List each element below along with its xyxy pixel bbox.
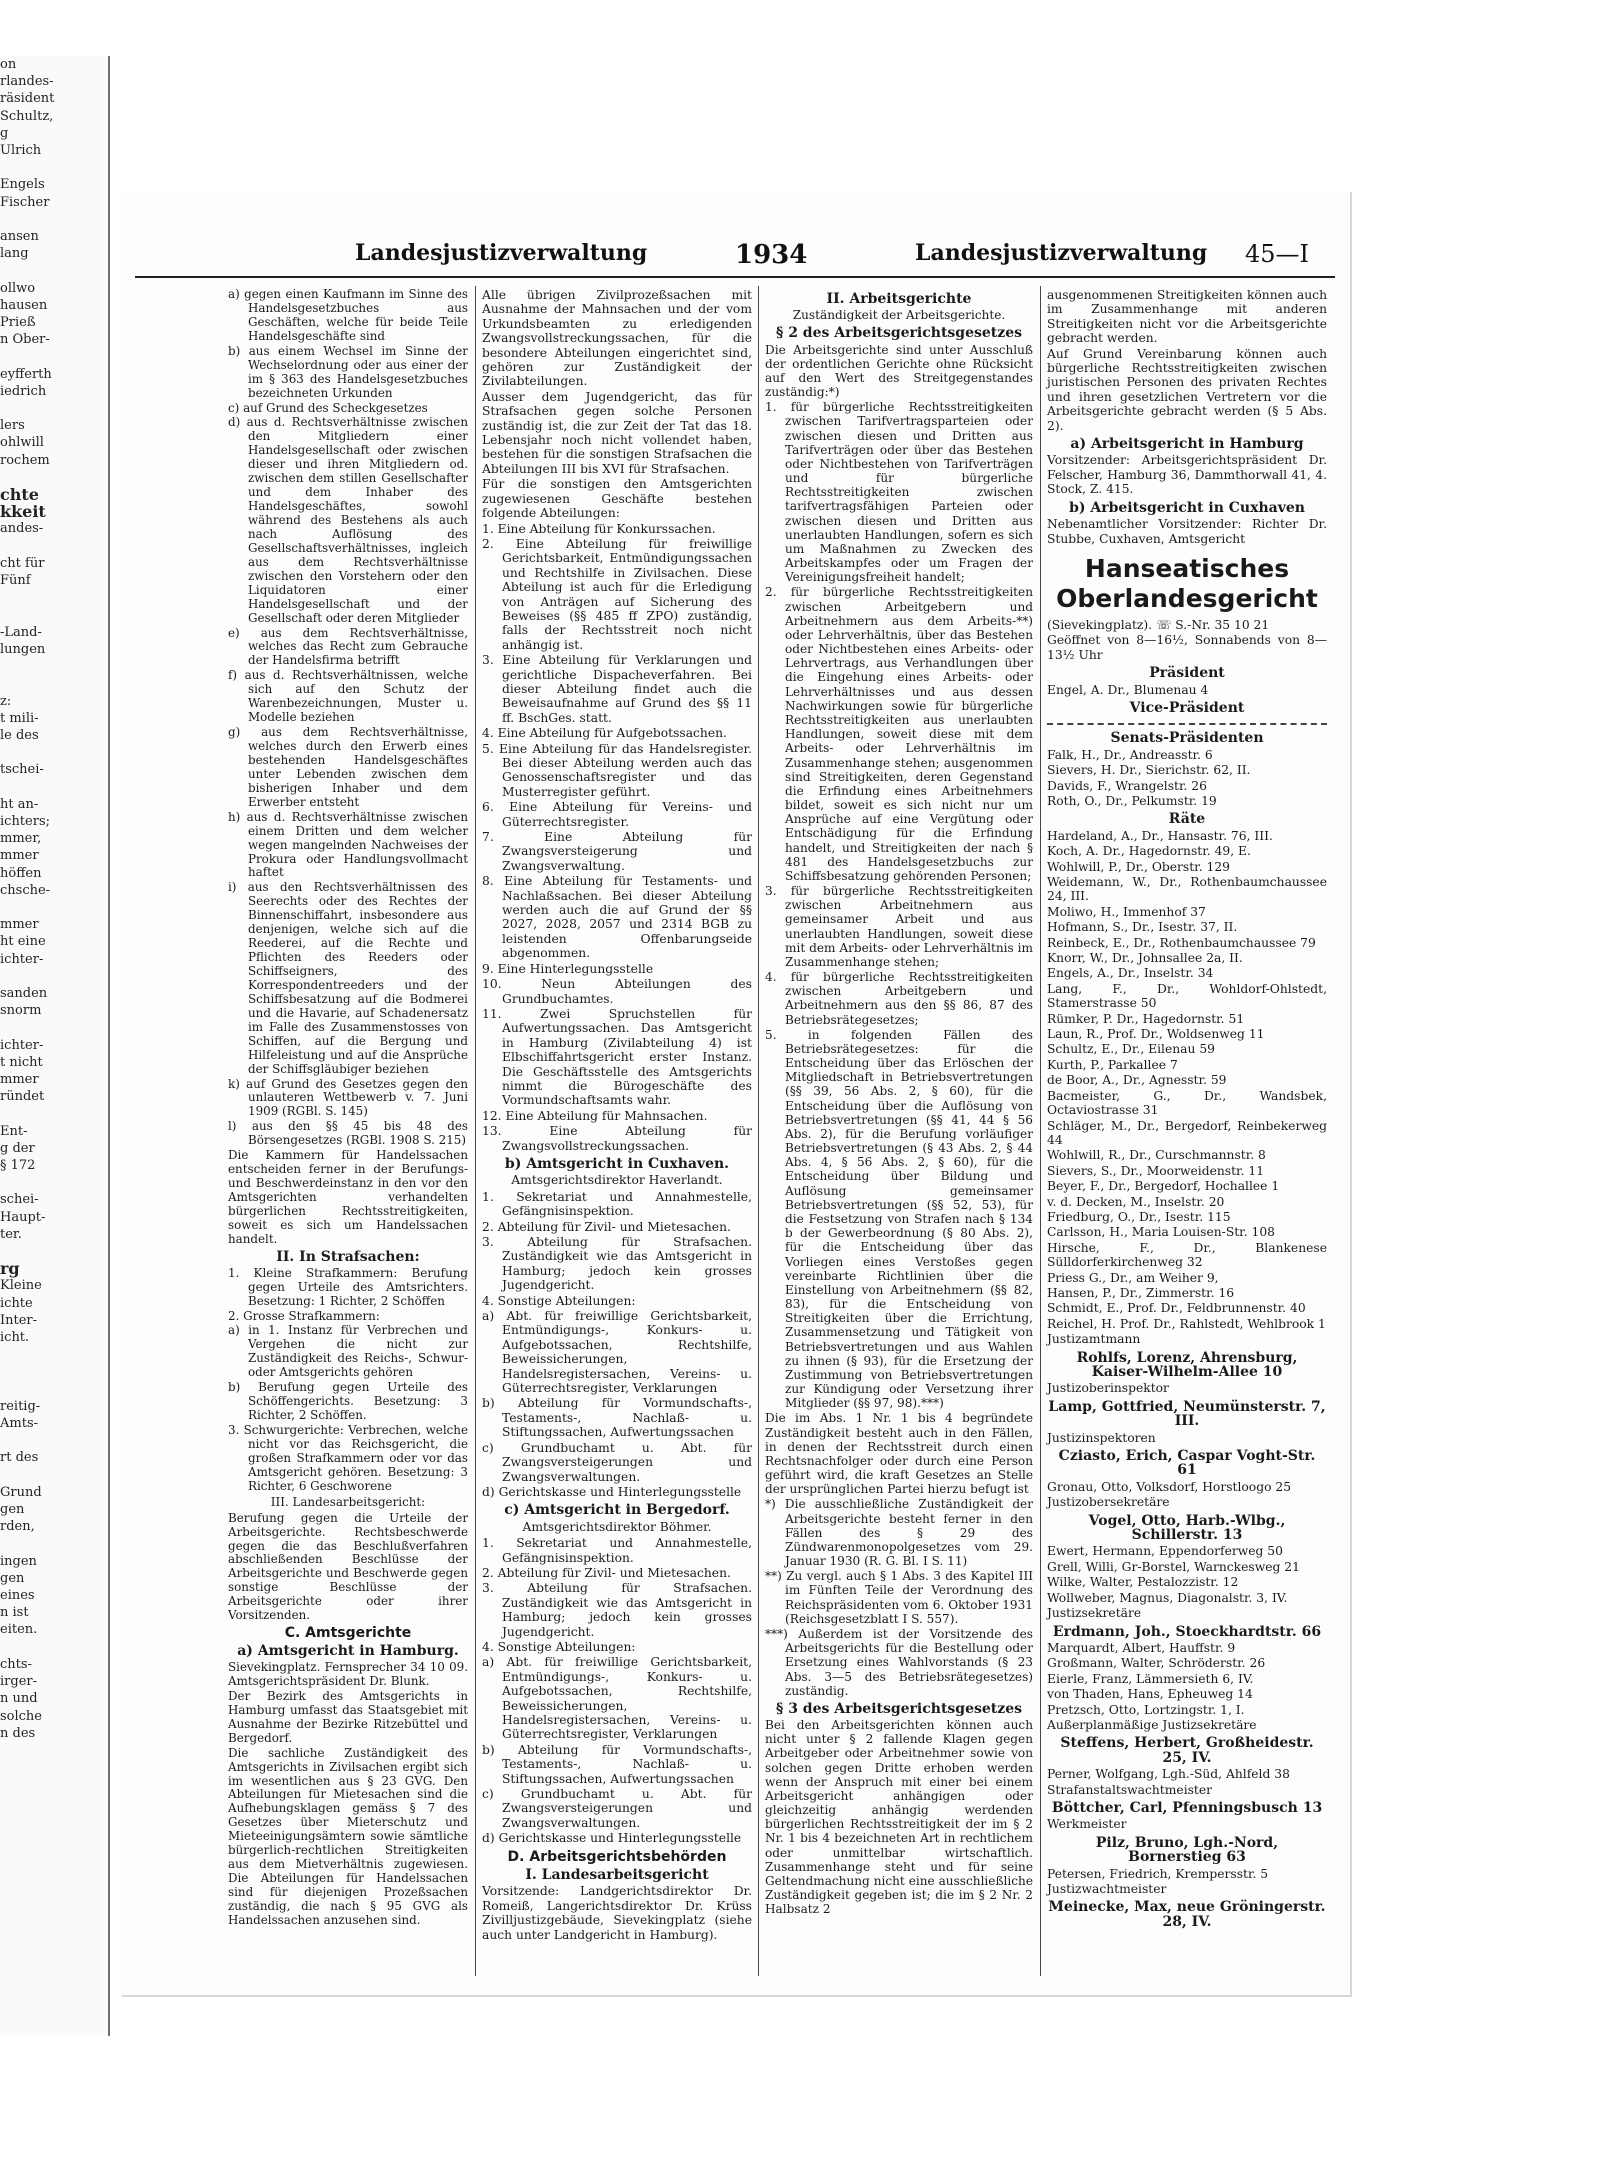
left-page-line: eiten. (0, 1622, 38, 1638)
paragraph: Laun, R., Prof. Dr., Woldsenweg 11 (1047, 1027, 1265, 1042)
left-page-edge (0, 56, 110, 2036)
left-page-line: gen (0, 1570, 25, 1586)
paragraph: de Boor, A., Dr., Agnesstr. 59 (1047, 1073, 1227, 1088)
left-page-line: ht eine (0, 934, 46, 950)
left-page-line: ichter- (0, 1037, 44, 1053)
left-page-line (0, 400, 108, 417)
paragraph: Außerplanmäßige Justizsekretäre (1047, 1717, 1257, 1732)
section-heading: Vogel, Otto, Harb.-Wlbg., Schillerstr. 13 (1088, 1512, 1286, 1544)
paragraph: 2. Abteilung für Zivil- und Mietesachen. (482, 1565, 731, 1580)
section-heading: Erdmann, Joh., Stoeckhardtstr. 66 (1052, 1623, 1322, 1640)
paragraph: Engels, A., Dr., Inselstr. 34 (1047, 966, 1214, 981)
column-3 (765, 288, 1033, 1917)
paragraph: Kurth, P., Parkallee 7 (1047, 1057, 1178, 1072)
left-page-line (0, 1346, 108, 1363)
paragraph: k) auf Grund des Gesetzes gegen den unlauteren Wettbewerb v. 7. Juni 1909 (RGBl. S. 145) (228, 1076, 468, 1119)
left-page-line: ansen (0, 229, 39, 245)
paragraph: Für die sonstigen den Amtsgerichten zugewiesenen Geschäfte bestehen folgende Abteilungen: (482, 477, 752, 521)
paragraph: Marquardt, Albert, Hauffstr. 9 (1047, 1640, 1236, 1655)
left-page-line: mmer (0, 1071, 39, 1087)
paragraph: Berufung gegen die Urteile der Arbeitsgerichte. Rechtsbeschwerde gegen die das Beschlußverfahren abschließenden Beschlüsse der Arbeitsgerichte und Beschwerde gegen sonstige Beschlüsse der Arbeitsgerichte oder ihrer Vorsitzenden. (228, 1510, 468, 1623)
paragraph: von Thaden, Hans, Epheuweg 14 (1047, 1687, 1253, 1702)
left-page-line: solche (0, 1708, 43, 1724)
paragraph: 2. für bürgerliche Rechtsstreitigkeiten zwischen Arbeitgebern und Arbeitnehmern aus dem Arbeits-**) oder Lehrverhältnis, über das Bestehen oder Nichtbestehen eines Arbeits- oder Lehrvertrags, aus Verhandlungen über die Eingehung eines Arbeits- oder Lehrverhältnisses und aus dessen Nachwirkungen sowie für bürgerliche Rechtsstreitigkeiten aus unerlaubten Handlungen, soweit diese mit dem Arbeits- oder Lehrverhältnis im Zusammenhange stehen; ausgenommen sind Streitigkeiten, deren Gegenstand die Erfindung eines Arbeitnehmers bildet, soweit es sich nicht nur um Ansprüche auf eine Vergütung oder Entschädigung für die Erfindung handelt, und Streitigkeiten der nach § 481 des Handelsgesetzbuchs zur Schiffsbesatzung gehörenden Personen; (765, 585, 1033, 883)
paragraph: v. d. Decken, M., Inselstr. 20 (1047, 1194, 1225, 1209)
left-page-line: Engels (0, 177, 45, 193)
left-page-line (0, 1105, 108, 1122)
paragraph: a) gegen einen Kaufmann im Sinne des Handelsgesetzbuches aus Geschäften, welche für beide Teile Handelsgeschäfte sind (228, 287, 468, 343)
paragraph: Wilke, Walter, Pestalozzistr. 12 (1047, 1575, 1239, 1590)
paragraph: Justizamtmann (1047, 1332, 1141, 1347)
left-page-line: le des (0, 727, 39, 743)
left-page-line: -Land- (0, 624, 42, 640)
left-page-line: Kleine (0, 1278, 42, 1294)
left-page-line (0, 262, 108, 279)
section-heading: § 2 des Arbeitsgerichtsgesetzes (776, 325, 1022, 342)
paragraph: Schultz, E., Dr., Eilenau 59 (1047, 1042, 1215, 1057)
section-heading: b) Amtsgericht in Cuxhaven. (504, 1155, 730, 1172)
column-divider (758, 286, 759, 1976)
paragraph: *) Die ausschließliche Zuständigkeit der Arbeitsgerichte besteht ferner in den Fällen des § 29 des Zündwarenmonopolgesetzes vom 29. Januar 1930 (R. G. Bl. I S. 11) (765, 1497, 1033, 1569)
left-page-line: ohlwill (0, 435, 44, 451)
paragraph: ausgenommenen Streitigkeiten können auch im Zusammenhange mit anderen Streitigkeiten nicht vor die Arbeitsgerichte gebracht werden. (1047, 288, 1327, 346)
paragraph: Reinbeck, E., Dr., Rothenbaumchaussee 79 (1047, 935, 1316, 950)
header-rule (135, 276, 1335, 278)
paragraph: Lang, F., Dr., Wohldorf-Ohlstedt, Stamerstrasse 50 (1047, 981, 1327, 1011)
left-page-line: irger- (0, 1674, 37, 1690)
paragraph: 6. Eine Abteilung für Vereins- und Güterrechtsregister. (482, 800, 752, 829)
paragraph: ***) Außerdem ist der Vorsitzende des Arbeitsgerichts für die Bestellung oder Ersetzung eines Wahlvorstands (§ 23 Abs. 3—5 des Betriebsrätegesetzes) zuständig. (765, 1626, 1033, 1698)
section-heading: Pilz, Bruno, Lgh.-Nord, Bornerstieg 63 (1095, 1834, 1279, 1866)
section-heading: Zuständigkeit der Arbeitsgerichte. (792, 308, 1006, 323)
section-heading: C. Amtsgerichte (284, 1625, 412, 1642)
left-page-line (0, 1243, 108, 1260)
section-heading: D. Arbeitsgerichtsbehörden (507, 1848, 727, 1865)
section-heading: Böttcher, Carl, Pfenningsbusch 13 (1051, 1799, 1323, 1816)
paragraph: Werkmeister (1047, 1817, 1127, 1832)
paragraph: 4. Eine Abteilung für Aufgebotssachen. (482, 726, 727, 741)
left-page-line (0, 675, 108, 692)
left-page-line: snorm (0, 1003, 42, 1019)
left-page-line: on (0, 57, 17, 72)
left-page-line: chts- (0, 1656, 32, 1672)
left-page-line: Fünf (0, 573, 31, 589)
paragraph: 13. Eine Abteilung für Zwangsvollstreckungssachen. (482, 1124, 752, 1153)
header-page-number: 45—I (1245, 240, 1310, 268)
left-page-line: eines (0, 1588, 35, 1604)
paragraph: Priess G., Dr., am Weiher 9, (1047, 1270, 1219, 1285)
paragraph: 4. für bürgerliche Rechtsstreitigkeiten zwischen Arbeitgebern und Arbeitnehmern aus den §§ 86, 87 des Betriebsrätegesetzes; (765, 970, 1033, 1027)
column-2 (482, 288, 752, 1943)
paragraph: d) Gerichtskasse und Hinterlegungsstelle (482, 1831, 742, 1846)
paragraph: 5. in folgenden Fällen des Betriebsrätegesetzes: für die Entscheidung über das Erlöschen der Mitgliedschaft in Betriebsvertretungen (§§ 39, 56 Abs. 2, § 60), für die Entscheidung über die Auflösung von Betriebsvertretungen (§§ 41, 44 § 56 Abs. 2), für die Berufung vorläufiger Betriebsvertretungen (§ 43 Abs. 2, § 44 Abs. 4, § 56 Abs. 2, § 60), für die Entscheidung über Bildung und Auflösung gemeinsamer Betriebsvertretungen (§§ 52, 53), für die Festsetzung von Strafen nach § 134 b der Gewerbeordnung (§ 80 Abs. 2), für die Entscheidung über das Vorliegen eines Verstoßes gegen vereinbarte Richtlinien über die Einstellung von Arbeitnehmern (§§ 82, 83), für die Entscheidung von Streitigkeiten über die Errichtung, Zusammensetzung und Tätigkeit von Betriebsvertretungen und aus Wahlen zu ihnen (§ 93), für die Ersetzung der Zustimmung von Betriebsvertretungen zur Kündigung oder Versetzung ihrer Mitglieder (§§ 97, 98).***) (765, 1027, 1033, 1411)
paragraph: a) Abt. für freiwillige Gerichtsbarkeit, Entmündigungs-, Konkurs- u. Aufgebotssachen, Rechtshilfe, Beweissicherungen, Handelsregistersachen, Vereins- u. Güterrechtsregister, Verklarungen (482, 1655, 752, 1742)
paragraph: Ausser dem Jugendgericht, das für Strafsachen gegen solche Personen zuständig ist, die zur Zeit der Tat das 18. Lebensjahr noch nicht vollendet haben, bestehen für die sonstigen Strafsachen die Abteilungen III bis XVI für Strafsachen. (482, 389, 752, 476)
left-page-line: schei- (0, 1192, 39, 1208)
left-page-line (0, 1019, 108, 1036)
paragraph: Hardeland, A., Dr., Hansastr. 76, III. (1047, 828, 1273, 843)
paragraph: 2. Abteilung für Zivil- und Mietesachen. (482, 1219, 731, 1234)
left-page-line: rden, (0, 1519, 35, 1535)
section-heading: Senats-Präsidenten (1110, 730, 1264, 747)
paragraph: a) Abt. für freiwillige Gerichtsbarkeit, Entmündigungs-, Konkurs- u. Aufgebotssachen, Rechtshilfe, Beweissicherungen, Handelsregistersachen, Vereins- u. Güterrechtsregister, Verklarungen (482, 1309, 752, 1396)
paragraph: 1. für bürgerliche Rechtsstreitigkeiten zwischen Tarifvertragsparteien oder zwischen diesen und Dritten aus Tarifverträgen oder über das Bestehen oder Nichtbestehen von Tarifverträgen und für bürgerliche Rechtsstreitigkeiten zwischen tarifvertragsfähigen Parteien oder zwischen diesen und Dritten aus unerlaubten Handlungen, sofern es sich um Maßnahmen zu Zwecken des Arbeitskampfes oder um Fragen der Vereinigungsfreiheit handelt; (765, 400, 1033, 585)
left-page-line: n ist (0, 1605, 29, 1621)
paragraph: 5. Eine Abteilung für das Handelsregister. Bei dieser Abteilung werden auch das Genossenschaftsregister und das Musterregister geführt. (482, 741, 752, 799)
section-heading: a) Amtsgericht in Hamburg. (237, 1643, 459, 1660)
section-heading: b) Arbeitsgericht in Cuxhaven (1069, 499, 1305, 516)
left-page-line: icht. (0, 1330, 30, 1346)
paragraph: Friedburg, O., Dr., Isestr. 115 (1047, 1209, 1231, 1224)
paragraph: Schläger, M., Dr., Bergedorf, Reinbekerweg 44 (1047, 1118, 1327, 1147)
left-page-line: ingen (0, 1553, 37, 1569)
paragraph: d) aus d. Rechtsverhältnisse zwischen den Mitgliedern einer Handelsgesellschaft oder zwischen dieser und ihren Mitgliedern od. zwischen dem stillen Gesellschafter und dem Inhaber des Handelsgeschäftes, sowohl während des Bestehens als auch nach Auflösung des Gesellschaftsverhältnisses, ingleich aus dem Rechtsverhältnisse zwischen den Vorstehern oder den Liquidatoren einer Handelsgesellschaft und der Gesellschaft oder deren Mitglieder (228, 415, 468, 625)
paragraph: Beyer, F., Dr., Bergedorf, Hochallee 1 (1047, 1179, 1280, 1194)
paragraph: Nebenamtlicher Vorsitzender: Richter Dr. Stubbe, Cuxhaven, Amtsgericht (1047, 517, 1327, 546)
paragraph: Justizsekretäre (1047, 1606, 1142, 1621)
left-page-line (0, 1639, 108, 1656)
paragraph: Der Bezirk des Amtsgerichts in Hamburg umfasst das Staatsgebiet mit Ausnahme der Bezirke Ritzebüttel und Bergedorf. (228, 1688, 468, 1745)
left-page-line: chsche- (0, 882, 51, 898)
paragraph: 4. Sonstige Abteilungen: (482, 1639, 636, 1654)
paragraph: Wohlwill, P., Dr., Oberstr. 129 (1047, 859, 1230, 874)
left-page-line: chte (0, 485, 39, 505)
left-page-line: § 172 (0, 1158, 36, 1173)
paragraph: Hofmann, S., Dr., Isestr. 37, II. (1047, 920, 1238, 935)
left-page-line (0, 469, 108, 486)
paragraph: 1. Sekretariat und Annahmestelle, Gefängnisinspektion. (482, 1536, 752, 1565)
section-heading: II. In Strafsachen: (276, 1248, 420, 1265)
left-page-line (0, 589, 108, 606)
paragraph: 4. Sonstige Abteilungen: (482, 1293, 636, 1308)
left-page-line (0, 211, 108, 228)
left-page-line (0, 779, 108, 796)
paragraph: Justizobersekretäre (1047, 1495, 1170, 1510)
paragraph: Justizwachtmeister (1047, 1882, 1167, 1896)
paragraph: l) aus den §§ 45 bis 48 des Börsengesetzes (RGBl. 1908 S. 215) (228, 1119, 468, 1148)
left-page-line: lang (0, 246, 29, 262)
left-page-line (0, 1467, 108, 1484)
page-header (120, 190, 1350, 280)
left-page-line: Schultz, (0, 108, 54, 124)
left-page-line: n des (0, 1725, 36, 1741)
paragraph: Hansen, P., Dr., Zimmerstr. 16 (1047, 1285, 1235, 1300)
paragraph: a) in 1. Instanz für Verbrechen und Vergehen die nicht zur Zuständigkeit des Reichs-, Schwur- oder Amtsgerichts gehören (228, 1323, 468, 1380)
section-heading: a) Arbeitsgericht in Hamburg (1070, 436, 1304, 453)
paragraph: Ewert, Hermann, Eppendorferweg 50 (1047, 1544, 1283, 1559)
left-page-line: ichter- (0, 951, 44, 967)
left-page-line (0, 899, 108, 916)
paragraph: 7. Eine Abteilung für Zwangsversteigerung und Zwangsverwaltung. (482, 830, 752, 873)
paragraph: Vorsitzende: Landgerichtsdirektor Dr. Romeiß, Langerichtsdirektor Dr. Krüss Zivilljustizgebäude, Sievekingplatz (siehe auch unter Landgericht in Hamburg). (482, 1884, 752, 1942)
paragraph: b) aus einem Wechsel im Sinne der Wechselordnung oder aus einer der im § 363 des Handelsgesetzbuches bezeichneten Urkunden (228, 343, 468, 400)
left-page-line (0, 607, 108, 624)
paragraph: Moliwo, H., Immenhof 37 (1047, 904, 1206, 919)
section-heading: Cziasto, Erich, Caspar Voght-Str. 61 (1058, 1448, 1316, 1479)
left-page-line: g (0, 125, 9, 141)
left-page-line: t nicht (0, 1054, 43, 1070)
paragraph: 9. Eine Hinterlegungsstelle (482, 961, 654, 976)
left-page-line: rt des (0, 1450, 39, 1466)
left-page-line: rlandes- (0, 74, 54, 90)
paragraph: i) aus den Rechtsverhältnissen des Seerechts oder des Rechtes der Binnenschiffahrt, insbesondere aus denjenigen, welche sich auf die Reederei, auf die Rechte und Pflichten des Reeders oder Schiffseigners, des Korrespondentreeders und der Schiffsbesatzung auf die Bodmerei und die Havarie, auf Schadenersatz im Falle des Zusammenstosses von Schiffen, auf die Bergung und Hilfeleistung und auf die Ansprüche der Schiffsgläubiger beziehen (228, 880, 468, 1076)
paragraph: Sievers, H. Dr., Sierichstr. 62, II. (1047, 763, 1251, 778)
left-page-line: n und (0, 1691, 38, 1707)
dashed-separator (1047, 723, 1327, 725)
left-page-line: mmer (0, 917, 39, 933)
paragraph: 11. Zwei Spruchstellen für Aufwertungssachen. Das Amtsgericht in Hamburg (Zivilabteilung 4) ist Elbschiffahrtsgericht erster Instanz. Die Geschäftsstelle des Amtsgerichts nimmt die Bürogeschäfte des Vormundschaftsamts wahr. (482, 1006, 752, 1108)
left-page-line: andes- (0, 521, 44, 537)
section-heading: Amtsgerichtsdirektor Böhmer. (522, 1519, 712, 1534)
section-heading: § 3 des Arbeitsgerichtsgesetzes (776, 1700, 1022, 1717)
left-page-line: lungen (0, 641, 46, 657)
paragraph: h) aus d. Rechtsverhältnisse zwischen einem Dritten und dem welcher wegen mangelnden Nachweises der Prokura oder Handlungsvollmacht haftet (228, 809, 468, 880)
left-page-line: Prieß (0, 315, 36, 331)
paragraph: 1. Sekretariat und Annahmestelle, Gefängnisinspektion. (482, 1189, 752, 1219)
left-page-line (0, 538, 108, 555)
paragraph: Pretzsch, Otto, Lortzingstr. 1, I. (1047, 1702, 1245, 1717)
paragraph: 3. für bürgerliche Rechtsstreitigkeiten zwischen Arbeitnehmern aus gemeinsamer Arbeit und aus unerlaubten Handlungen, soweit diese mit dem Arbeits- oder Lehrverhältnis im Zusammenhange stehen; (765, 884, 1033, 969)
paragraph: Koch, A. Dr., Hagedornstr. 49, E. (1047, 844, 1251, 859)
paragraph: Bei den Arbeitsgerichten können auch nicht unter § 2 fallende Klagen gegen Arbeitgeber oder Arbeitnehmer sowie von solchen gegen Dritte erhoben werden wenn der Anspruch mit einer bei einem Arbeitsgericht anhängigen oder gleichzeitig anhängig werdenden bürgerlichen Rechtsstreitigkeit der im § 2 Nr. 1 bis 4 bezeichneten Art in rechtlichem oder unmittelbar wirtschaftlich. Zusammenhange steht und für seine Geltendmachung nicht eine ausschließliche Zuständigkeit gegeben ist; die im § 2 Nr. 2 Halbsatz 2 (765, 1718, 1033, 1917)
column-divider (1040, 286, 1041, 1976)
paragraph: b) Abteilung für Vormundschafts-, Testaments-, Nachlaß- u. Stiftungssachen, Aufwertungssachen (482, 1396, 752, 1440)
left-page-line (0, 1432, 108, 1449)
left-page-line (0, 1363, 108, 1380)
paragraph: Die Kammern für Handelssachen entscheiden ferner in der Berufungs- und Beschwerdeinstanz in den vor den Amtsgerichten verhandelten bürgerlichen Rechtsstreitigkeiten, soweit es sich um Handelssachen handelt. (228, 1148, 468, 1246)
column-divider (475, 286, 476, 1976)
left-page-line: Inter- (0, 1312, 38, 1328)
paragraph: b) Abteilung für Vormundschafts-, Testaments-, Nachlaß- u. Stiftungssachen, Aufwertungssachen (482, 1742, 752, 1786)
left-page-line (0, 1381, 108, 1398)
paragraph: 3. Schwurgerichte: Verbrechen, welche nicht vor das Reichsgericht, die großen Strafkammern oder vor das Amtsgericht gehören. Besetzung: 3 Richter, 6 Geschworene (228, 1423, 468, 1493)
left-page-line: rg (0, 1259, 20, 1279)
header-year: 1934 (735, 240, 808, 270)
paragraph: Falk, H., Dr., Andreasstr. 6 (1047, 747, 1213, 762)
column-4 (1047, 288, 1327, 1931)
paragraph: Justizoberinspektor (1047, 1381, 1169, 1396)
left-page-line: mmer (0, 848, 39, 864)
left-page-line (0, 1535, 108, 1552)
court-title: Hanseatisches Oberlandesgericht (1056, 553, 1318, 613)
paragraph: Knorr, W., Dr., Johnsallee 2a, II. (1047, 951, 1243, 966)
paragraph: Weidemann, W., Dr., Rothenbaumchaussee 24, III. (1047, 875, 1327, 904)
left-page-line: z: (0, 693, 12, 709)
section-heading: Lamp, Gottfried, Neumünsterstr. 7, III. (1048, 1398, 1326, 1430)
paragraph: Sievekingplatz. Fernsprecher 34 10 09. Amtsgerichtspräsident Dr. Blunk. (228, 1660, 468, 1688)
paragraph: Die im Abs. 1 Nr. 1 bis 4 begründete Zuständigkeit besteht auch in den Fällen, in denen der Rechtsstreit durch einen Rechtsnachfolger oder durch eine Person geführt wird, die kraft Gesetzes an Stelle der ursprünglichen Partei hierzu befugt ist (765, 1411, 1033, 1497)
left-page-line: kkeit (0, 502, 46, 522)
section-heading: Räte (1168, 811, 1206, 828)
left-page-line: sanden (0, 985, 48, 1001)
paragraph: Roth, O., Dr., Pelkumstr. 19 (1047, 793, 1217, 808)
left-page-line: n Ober- (0, 332, 50, 348)
left-page-line: räsident (0, 91, 55, 107)
paragraph: 12. Eine Abteilung für Mahnsachen. (482, 1108, 708, 1123)
section-heading: Rohlfs, Lorenz, Ahrensburg, Kaiser-Wilhelm-Allee 10 (1076, 1349, 1298, 1380)
paragraph: f) aus d. Rechtsverhältnissen, welche sich auf den Schutz der Warenbezeichnungen, Muster u. Modelle beziehen (228, 668, 468, 725)
paragraph: Grell, Willi, Gr-Borstel, Warnckesweg 21 (1047, 1559, 1300, 1574)
paragraph: c) Grundbuchamt u. Abt. für Zwangsversteigerungen und Zwangsverwaltungen. (482, 1440, 752, 1484)
left-page-line: tschei- (0, 762, 44, 778)
paragraph: d) Gerichtskasse und Hinterlegungsstelle (482, 1484, 742, 1499)
paragraph: c) auf Grund des Scheckgesetzes (228, 400, 428, 415)
paragraph: Carlsson, H., Maria Louisen-Str. 108 (1047, 1225, 1276, 1240)
paragraph: 1. Eine Abteilung für Konkurssachen. (482, 521, 716, 536)
section-heading: Vice-Präsident (1129, 699, 1245, 716)
left-page-line (0, 1174, 108, 1191)
paragraph: Perner, Wolfgang, Lgh.-Süd, Ahlfeld 38 (1047, 1767, 1290, 1782)
paragraph: Die Arbeitsgerichte sind unter Ausschluß der ordentlichen Gerichte ohne Rücksicht auf den Wert des Streitgegenstandes zuständig:*) (765, 342, 1033, 400)
paragraph: c) Grundbuchamt u. Abt. für Zwangsversteigerungen und Zwangsverwaltungen. (482, 1787, 752, 1830)
paragraph: Wohlwill, R., Dr., Curschmannstr. 8 (1047, 1148, 1266, 1163)
paragraph: e) aus dem Rechtsverhältnisse, welches das Recht zum Gebrauche der Handelsfirma betrifft (228, 625, 468, 668)
paragraph: 2. Grosse Strafkammern: (228, 1308, 380, 1323)
paragraph: g) aus dem Rechtsverhältnisse, welches durch den Erwerb eines bestehenden Handelsgeschäftes unter Lebenden zwischen dem bisherigen Inhaber und dem Erwerber entsteht (228, 725, 468, 809)
left-page-line: ründet (0, 1089, 45, 1105)
paragraph: (Sievekingplatz). ☏ S.-Nr. 35 10 21 (1047, 617, 1270, 632)
section-heading: I. Landesarbeitsgericht (525, 1867, 709, 1884)
header-right-title: Landesjustizverwaltung (915, 240, 1208, 266)
section-heading: Steffens, Herbert, Großheidestr. 25, IV. (1060, 1735, 1314, 1766)
paragraph: **) Zu vergl. auch § 1 Abs. 3 des Kapitel III im Fünften Teile der Verordnung des Reichspräsidenten vom 6. Oktober 1931 (Reichsgesetzblatt I S. 557). (765, 1569, 1033, 1626)
paragraph: 2. Eine Abteilung für freiwillige Gerichtsbarkeit, Entmündigungssachen und Rechtshilfe in Zivilsachen. Diese Abteilung ist auch für die Erledigung von Anträgen auf Sicherung des Beweises (§§ 485 ff ZPO) zuständig, falls der Rechtsstreit noch nicht anhängig ist. (482, 536, 752, 652)
section-heading: Meinecke, Max, neue Gröningerstr. 28, IV. (1048, 1899, 1326, 1930)
paragraph: Schmidt, E., Prof. Dr., Feldbrunnenstr. 40 (1047, 1301, 1306, 1316)
left-page-line: lers (0, 418, 25, 434)
paragraph: 3. Eine Abteilung für Verklarungen und gerichtliche Dispacheverfahren. Bei dieser Abteilung findet auch die Beweisaufnahme auf Grund des §§ 11 ff. BschGes. statt. (482, 653, 752, 725)
left-page-line: cht für (0, 555, 45, 571)
left-page-line: t mili- (0, 710, 39, 726)
paragraph: Eierle, Franz, Lämmersieth 6, IV. (1047, 1671, 1254, 1686)
paragraph: Großmann, Walter, Schröderstr. 26 (1047, 1656, 1266, 1671)
section-heading: II. Arbeitsgerichte (826, 291, 972, 307)
book-page (120, 190, 1350, 1995)
left-page-line: iedrich (0, 383, 47, 399)
left-page-line: ichte (0, 1295, 33, 1311)
paragraph: 10. Neun Abteilungen des Grundbuchamtes. (482, 977, 752, 1006)
left-page-line: ter. (0, 1226, 22, 1242)
left-page-line: rochem (0, 452, 50, 468)
section-heading: Präsident (1149, 665, 1225, 682)
left-page-line: ht an- (0, 796, 39, 812)
left-page-line (0, 658, 108, 675)
left-page-line (0, 968, 108, 985)
paragraph: Vorsitzender: Arbeitsgerichtspräsident Dr. Felscher, Hamburg 36, Dammthorwall 41, 4. Stock, Z. 415. (1047, 453, 1327, 497)
paragraph: Alle übrigen Zivilprozeßsachen mit Ausnahme der Mahnsachen und der vom Urkundsbeamten zu erledigenden Zwangsvollstreckungssachen, für die besondere Abteilungen eingerichtet sind, gehören zur Zuständigkeit der Zivilabteilungen. (482, 288, 752, 389)
left-page-line (0, 348, 108, 365)
header-left-title: Landesjustizverwaltung (355, 240, 648, 266)
paragraph: Davids, F., Wrangelstr. 26 (1047, 778, 1207, 793)
left-page-line: Haupt- (0, 1209, 46, 1225)
paragraph: Justizinspektoren (1047, 1430, 1156, 1445)
paragraph: Gronau, Otto, Volksdorf, Horstloogo 25 (1047, 1479, 1292, 1494)
paragraph: Bacmeister, G., Dr., Wandsbek, Octaviostrasse 31 (1047, 1088, 1327, 1118)
paragraph: Engel, A. Dr., Blumenau 4 (1047, 682, 1209, 697)
left-page-line: mmer, (0, 831, 42, 847)
left-page-line: hausen (0, 297, 48, 313)
left-page-line: Amts- (0, 1416, 39, 1432)
paragraph: 3. Abteilung für Strafsachen. Zuständigkeit wie das Amtsgericht in Hamburg; jedoch kein grosses Jugendgericht. (482, 1581, 752, 1639)
left-page-line: Grund (0, 1484, 42, 1500)
section-heading: c) Amtsgericht in Bergedorf. (504, 1502, 730, 1519)
paragraph: Die sachliche Zuständigkeit des Amtsgerichts in Zivilsachen ergibt sich im wesentlichen aus § 23 GVG. Den Abteilungen für Mietesachen sind die Aufhebungsklagen gemäss § 7 des Gesetzes über Mieterschutz und Mieteeinigungsämtern sowie sämtliche bürgerlich-rechtlichen Streitigkeiten aus dem Mietverhältnis zugewiesen. Die Abteilungen für Handelssachen sind für diejenigen Prozeßsachen zuständig, die nach § 95 GVG als Handelssachen anzusehen sind. (228, 1745, 468, 1927)
paragraph: Petersen, Friedrich, Krempersstr. 5 (1047, 1866, 1269, 1881)
left-page-line: g der (0, 1140, 35, 1156)
left-page-line: eyfferth (0, 366, 52, 382)
paragraph: 3. Abteilung für Strafsachen. Zuständigkeit wie das Amtsgericht in Hamburg; jedoch kein grosses Jugendgericht. (482, 1235, 752, 1293)
paragraph: Geöffnet von 8—16½, Sonnabends von 8—13½ Uhr (1047, 633, 1327, 662)
paragraph: 1. Kleine Strafkammern: Berufung gegen Urteile des Amtsrichters. Besetzung: 1 Richter, 2 Schöffen (228, 1265, 468, 1308)
left-page-line: gen (0, 1502, 25, 1518)
section-heading: Amtsgerichtsdirektor Haverlandt. (511, 1173, 723, 1188)
left-page-line: reitig- (0, 1398, 41, 1414)
left-page-line: höffen (0, 865, 42, 881)
left-page-line (0, 159, 108, 176)
section-heading: III. Landesarbeitsgericht: (270, 1494, 426, 1509)
paragraph: Wollweber, Magnus, Diagonalstr. 3, IV. (1047, 1590, 1288, 1605)
paragraph: Rümker, P. Dr., Hagedornstr. 51 (1047, 1011, 1245, 1026)
left-page-line (0, 744, 108, 761)
paragraph: b) Berufung gegen Urteile des Schöffengerichts. Besetzung: 3 Richter, 2 Schöffen. (228, 1380, 468, 1423)
left-page-line: Ent- (0, 1123, 28, 1139)
paragraph: Reichel, H. Prof. Dr., Rahlstedt, Wehlbrook 1 (1047, 1316, 1326, 1331)
column-1 (228, 288, 468, 1929)
paragraph: Auf Grund Vereinbarung können auch bürgerliche Rechtsstreitigkeiten zwischen juristischen Personen des privaten Rechtes und ihren gesetzlichen Vertretern vor die Arbeitsgerichte gebracht werden (§ 5 Abs. 2). (1047, 346, 1327, 433)
left-page-line: Ulrich (0, 143, 42, 159)
left-page-line: ollwo (0, 280, 36, 296)
paragraph: Sievers, S., Dr., Moorweidenstr. 11 (1047, 1163, 1265, 1178)
paragraph: 8. Eine Abteilung für Testaments- und Nachlaßsachen. Bei dieser Abteilung werden auch die auf Grund der §§ 2027, 2028, 2057 und 2314 BGB zu leistenden Offenbarungseide abgenommen. (482, 874, 752, 961)
left-page-line: Fischer (0, 194, 50, 210)
paragraph: Hirsche, F., Dr., Blankenese Sülldorferkirchenweg 32 (1047, 1240, 1327, 1270)
paragraph: Strafanstaltswachtmeister (1047, 1782, 1213, 1797)
left-page-line: ichters; (0, 813, 50, 829)
